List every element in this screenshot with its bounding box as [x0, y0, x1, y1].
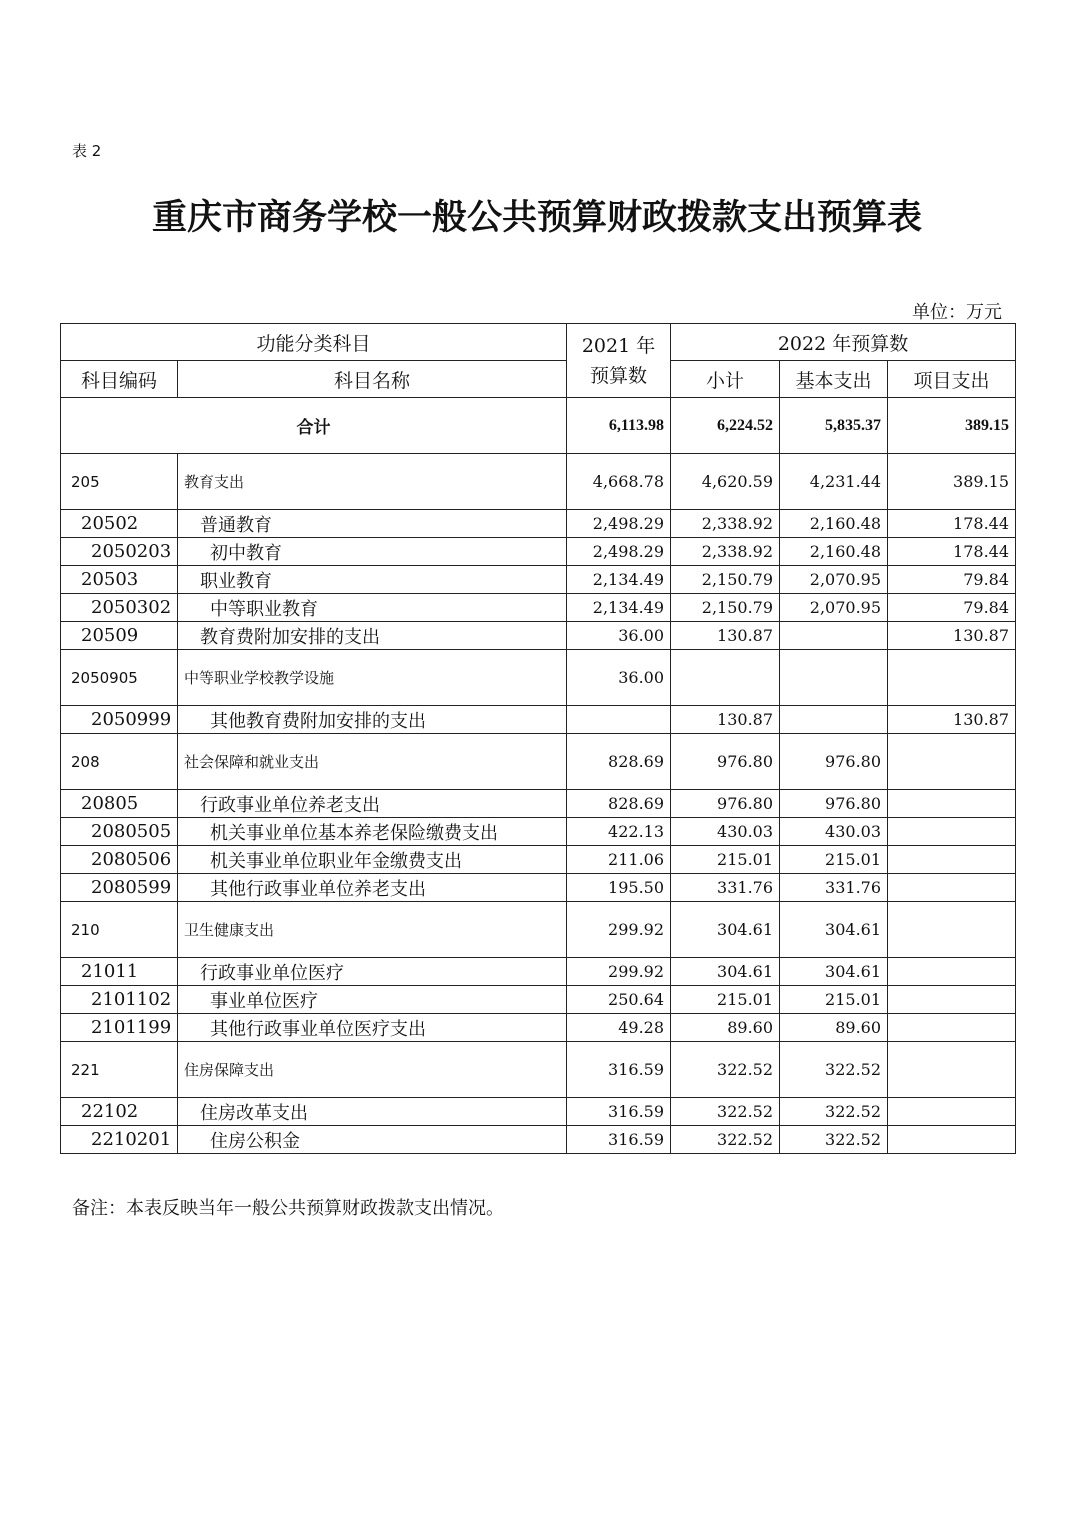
row-project: 79.84 [888, 566, 1016, 594]
row-2021: 211.06 [567, 846, 671, 874]
row-code: 20503 [61, 566, 178, 594]
row-code: 21011 [61, 958, 178, 986]
row-2021: 299.92 [567, 902, 671, 958]
row-2021: 4,668.78 [567, 454, 671, 510]
table-row [61, 650, 1016, 706]
table-row [61, 706, 1016, 734]
row-subtotal: 2,150.79 [671, 594, 780, 622]
row-2021: 2,498.29 [567, 510, 671, 538]
row-subtotal: 304.61 [671, 958, 780, 986]
row-project: 79.84 [888, 594, 1016, 622]
row-basic: 430.03 [780, 818, 888, 846]
total-2021: 6,113.98 [567, 398, 671, 454]
row-2021: 299.92 [567, 958, 671, 986]
unit-label: 单位：万元 [912, 302, 1002, 323]
row-code: 2101199 [61, 1014, 178, 1042]
table-row [61, 846, 1016, 874]
total-row [61, 398, 1016, 454]
row-name: 机关事业单位基本养老保险缴费支出 [178, 818, 567, 846]
table-row [61, 902, 1016, 958]
row-2021: 2,134.49 [567, 594, 671, 622]
row-2021: 316.59 [567, 1098, 671, 1126]
row-project [888, 874, 1016, 902]
row-basic: 331.76 [780, 874, 888, 902]
row-basic [780, 622, 888, 650]
row-code: 2050302 [61, 594, 178, 622]
row-subtotal: 331.76 [671, 874, 780, 902]
row-basic: 89.60 [780, 1014, 888, 1042]
header-2022-budget: 2022 年预算数 [671, 324, 1016, 361]
row-project [888, 1126, 1016, 1154]
row-name: 事业单位医疗 [178, 986, 567, 1014]
row-2021: 2,134.49 [567, 566, 671, 594]
row-2021: 36.00 [567, 650, 671, 706]
row-project [888, 1042, 1016, 1098]
page-title: 重庆市商务学校一般公共预算财政拨款支出预算表 [151, 198, 922, 238]
row-project: 130.87 [888, 706, 1016, 734]
row-code: 20509 [61, 622, 178, 650]
table-row [61, 874, 1016, 902]
row-project [888, 902, 1016, 958]
row-basic: 322.52 [780, 1098, 888, 1126]
row-code: 2050203 [61, 538, 178, 566]
row-project [888, 958, 1016, 986]
header-2021-budget: 2021 年预算数 [567, 324, 671, 398]
row-2021: 828.69 [567, 734, 671, 790]
row-code: 20502 [61, 510, 178, 538]
table-row [61, 818, 1016, 846]
row-basic: 2,070.95 [780, 594, 888, 622]
row-code: 208 [61, 734, 178, 790]
row-subtotal: 215.01 [671, 846, 780, 874]
table-row [61, 734, 1016, 790]
row-2021: 49.28 [567, 1014, 671, 1042]
row-project [888, 846, 1016, 874]
row-2021: 316.59 [567, 1126, 671, 1154]
budget-table [60, 323, 1016, 1154]
header-basic: 基本支出 [780, 361, 888, 398]
row-subtotal: 2,338.92 [671, 538, 780, 566]
row-name: 初中教育 [178, 538, 567, 566]
row-subtotal [671, 650, 780, 706]
row-name: 教育支出 [178, 454, 567, 510]
row-2021: 316.59 [567, 1042, 671, 1098]
row-project [888, 734, 1016, 790]
row-code: 2101102 [61, 986, 178, 1014]
row-name: 其他行政事业单位医疗支出 [178, 1014, 567, 1042]
total-label: 合计 [61, 398, 567, 454]
row-name: 其他教育费附加安排的支出 [178, 706, 567, 734]
table-row [61, 1042, 1016, 1098]
row-name: 普通教育 [178, 510, 567, 538]
row-name: 职业教育 [178, 566, 567, 594]
row-code: 2210201 [61, 1126, 178, 1154]
row-project [888, 650, 1016, 706]
header-row [61, 361, 1016, 398]
row-basic: 2,160.48 [780, 538, 888, 566]
row-code: 2080505 [61, 818, 178, 846]
row-code: 2050905 [61, 650, 178, 706]
row-code: 2080506 [61, 846, 178, 874]
table-row [61, 594, 1016, 622]
table-row [61, 958, 1016, 986]
table-row [61, 538, 1016, 566]
row-basic: 976.80 [780, 734, 888, 790]
row-basic: 2,160.48 [780, 510, 888, 538]
header-row [61, 324, 1016, 361]
total-basic: 5,835.37 [780, 398, 888, 454]
row-code: 221 [61, 1042, 178, 1098]
header-function-category: 功能分类科目 [61, 324, 567, 361]
header-name: 科目名称 [178, 361, 567, 398]
table-row [61, 622, 1016, 650]
row-basic: 304.61 [780, 902, 888, 958]
table-row [61, 566, 1016, 594]
row-subtotal: 304.61 [671, 902, 780, 958]
row-basic: 215.01 [780, 846, 888, 874]
row-2021: 195.50 [567, 874, 671, 902]
row-name: 行政事业单位医疗 [178, 958, 567, 986]
row-code: 210 [61, 902, 178, 958]
row-code: 2050999 [61, 706, 178, 734]
row-subtotal: 89.60 [671, 1014, 780, 1042]
row-basic: 322.52 [780, 1126, 888, 1154]
row-project [888, 1098, 1016, 1126]
row-2021: 250.64 [567, 986, 671, 1014]
row-subtotal: 322.52 [671, 1098, 780, 1126]
table-row [61, 790, 1016, 818]
total-project: 389.15 [888, 398, 1016, 454]
row-basic: 976.80 [780, 790, 888, 818]
row-basic [780, 650, 888, 706]
row-code: 205 [61, 454, 178, 510]
row-name: 住房改革支出 [178, 1098, 567, 1126]
header-subtotal: 小计 [671, 361, 780, 398]
row-project: 389.15 [888, 454, 1016, 510]
row-project: 130.87 [888, 622, 1016, 650]
row-subtotal: 2,150.79 [671, 566, 780, 594]
row-name: 教育费附加安排的支出 [178, 622, 567, 650]
row-basic: 322.52 [780, 1042, 888, 1098]
row-project [888, 818, 1016, 846]
row-project: 178.44 [888, 510, 1016, 538]
row-basic: 304.61 [780, 958, 888, 986]
row-basic: 4,231.44 [780, 454, 888, 510]
row-code: 20805 [61, 790, 178, 818]
row-subtotal: 976.80 [671, 734, 780, 790]
row-2021 [567, 706, 671, 734]
row-subtotal: 215.01 [671, 986, 780, 1014]
row-name: 住房公积金 [178, 1126, 567, 1154]
row-name: 行政事业单位养老支出 [178, 790, 567, 818]
table-row [61, 1098, 1016, 1126]
row-name: 中等职业教育 [178, 594, 567, 622]
row-basic [780, 706, 888, 734]
row-project [888, 1014, 1016, 1042]
row-project: 178.44 [888, 538, 1016, 566]
header-code: 科目编码 [61, 361, 178, 398]
row-basic: 215.01 [780, 986, 888, 1014]
row-name: 卫生健康支出 [178, 902, 567, 958]
row-2021: 36.00 [567, 622, 671, 650]
row-2021: 828.69 [567, 790, 671, 818]
footnote: 备注：本表反映当年一般公共预算财政拨款支出情况。 [72, 1198, 504, 1219]
table-row [61, 454, 1016, 510]
row-name: 其他行政事业单位养老支出 [178, 874, 567, 902]
row-code: 22102 [61, 1098, 178, 1126]
row-subtotal: 130.87 [671, 706, 780, 734]
row-2021: 2,498.29 [567, 538, 671, 566]
row-project [888, 986, 1016, 1014]
row-name: 住房保障支出 [178, 1042, 567, 1098]
row-basic: 2,070.95 [780, 566, 888, 594]
row-2021: 422.13 [567, 818, 671, 846]
table-number: 表 2 [72, 142, 102, 160]
row-subtotal: 976.80 [671, 790, 780, 818]
row-subtotal: 322.52 [671, 1126, 780, 1154]
row-subtotal: 2,338.92 [671, 510, 780, 538]
table-row [61, 1126, 1016, 1154]
table-row [61, 1014, 1016, 1042]
row-name: 中等职业学校教学设施 [178, 650, 567, 706]
row-subtotal: 322.52 [671, 1042, 780, 1098]
table-row [61, 986, 1016, 1014]
row-code: 2080599 [61, 874, 178, 902]
header-project: 项目支出 [888, 361, 1016, 398]
row-subtotal: 130.87 [671, 622, 780, 650]
total-subtotal: 6,224.52 [671, 398, 780, 454]
row-name: 机关事业单位职业年金缴费支出 [178, 846, 567, 874]
table-row [61, 510, 1016, 538]
row-name: 社会保障和就业支出 [178, 734, 567, 790]
row-subtotal: 430.03 [671, 818, 780, 846]
row-project [888, 790, 1016, 818]
row-subtotal: 4,620.59 [671, 454, 780, 510]
